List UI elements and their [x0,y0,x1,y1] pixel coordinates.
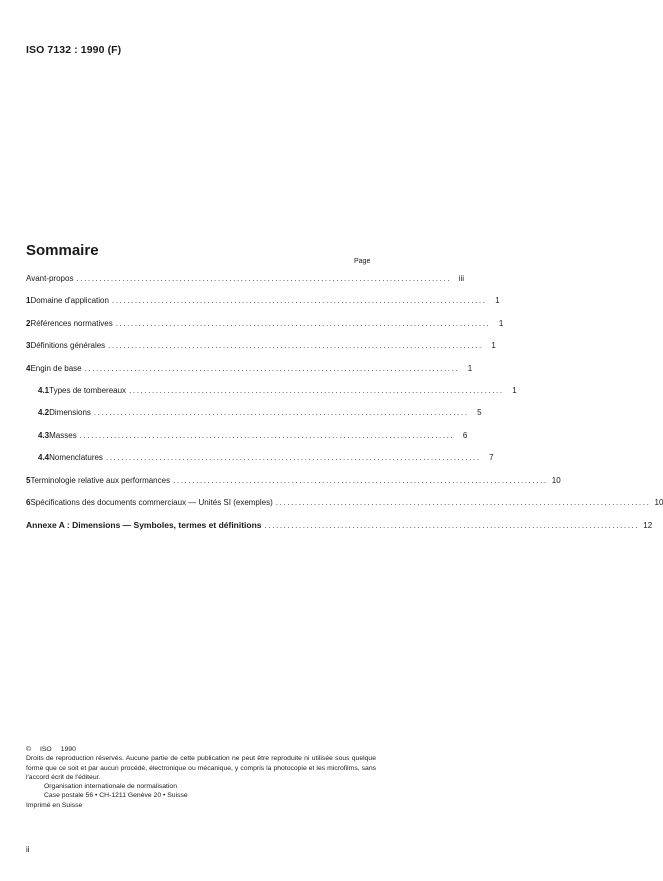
copyright-line [26,745,376,754]
organisation-name: Organisation internationale de normalisation [44,783,177,791]
copyright-notice [26,745,376,810]
copyright-symbol: © [26,746,32,753]
toc-entry-4[interactable] [26,363,473,386]
toc-entry-page: 7 [489,453,494,463]
toc-entry-number: 4.1 [38,385,50,395]
toc-entry-1[interactable] [26,296,500,318]
toc-entry-label: Types de tombereaux [49,385,127,395]
toc-entry-4-4[interactable] [26,453,494,475]
toc-leader-dots: .................................................................................................. [264,521,640,531]
toc-entry-3[interactable] [26,341,496,363]
toc-entry-label: Engin de base [30,363,82,373]
toc-title: Sommaire [26,242,99,259]
toc-leader-dots: .................................................................................................. [173,475,548,485]
toc-entry-number: 5 [26,475,31,485]
toc-entry-number: 4.3 [38,430,50,440]
toc-leader-dots: .................................................................................................. [115,318,491,328]
toc-leader-dots: .................................................................................................. [129,385,504,395]
toc-entry-2[interactable] [26,318,504,341]
toc-entry-label: Annexe A : Dimensions — Symboles, termes et définitions [26,520,262,531]
toc-entry-label: Masses [49,430,77,440]
toc-entry-4-1[interactable] [26,385,517,408]
toc-entry-label: Dimensions [49,408,91,418]
toc-leader-dots: .................................................................................................. [79,430,455,440]
toc-leader-dots: .................................................................................................. [108,341,483,351]
toc-leader-dots: .................................................................................................. [105,453,481,463]
copyright-year: 1990 [60,746,76,753]
toc-entry-page: 1 [498,318,504,328]
toc-entry-number: 4.2 [38,408,50,418]
toc-page-column-label: Page [354,258,371,265]
toc-leader-dots: .................................................................................................. [275,497,651,507]
toc-entry-page: iii [458,274,465,283]
toc-entry-page: 1 [495,296,500,306]
toc-entry-avant-propos[interactable] [26,274,465,296]
toc-entry-4-3[interactable] [26,430,468,453]
toc-entry-page: 1 [467,363,473,373]
table-of-contents [26,274,663,543]
toc-entry-page: 10 [551,475,561,485]
toc-leader-dots: .................................................................................................. [76,274,452,283]
toc-entry-4-2[interactable] [26,408,482,430]
printed-in: Imprimé en Suisse [26,801,83,809]
copyright-org: ISO [40,746,52,753]
toc-entry-label: Spécifications des documents commerciaux — Unités SI (exemples) [30,497,273,507]
toc-leader-dots: .................................................................................................. [84,363,460,373]
organisation-address: Case postale 56 • CH-1211 Genève 20 • Suisse [44,792,188,800]
rights-statement: Droits de reproduction réservés. Aucune partie de cette publication ne peut être reproduite ni utilisée sous quelque forme que ce soit et par aucun procédé, électronique ou mécanique, y compris la photocopie et les microfilms, sans l'accord écrit de l'éditeur. [26,755,376,781]
toc-entry-page: 1 [512,385,517,395]
document-id: ISO 7132 : 1990 (F) [26,44,122,56]
toc-leader-dots: .................................................................................................. [93,408,469,418]
toc-entry-label: Avant-propos [26,274,74,283]
toc-leader-dots: .................................................................................................. [111,296,487,306]
toc-entry-label: Définitions générales [30,341,106,351]
toc-entry-6[interactable] [26,497,663,520]
toc-entry-number: 4.4 [38,453,50,463]
toc-entry-number: 6 [26,497,31,507]
page-number: ii [26,845,30,854]
toc-entry-page: 12 [643,521,653,531]
toc-entry-annex-a[interactable] [26,520,653,542]
toc-entry-page: 5 [477,408,482,418]
toc-entry-label: Références normatives [30,318,113,328]
toc-entry-page: 6 [462,430,468,440]
toc-entry-label: Terminologie relative aux performances [30,475,171,485]
toc-entry-label: Nomenclatures [49,453,103,463]
toc-entry-5[interactable] [26,475,561,498]
toc-entry-page: 10 [654,497,663,507]
toc-entry-number: 2 [26,318,31,328]
toc-entry-number: 4 [26,363,31,373]
toc-entry-number: 1 [26,296,31,306]
toc-entry-page: 1 [491,341,496,351]
toc-entry-number: 3 [26,341,31,351]
toc-entry-label: Domaine d'application [30,296,109,306]
